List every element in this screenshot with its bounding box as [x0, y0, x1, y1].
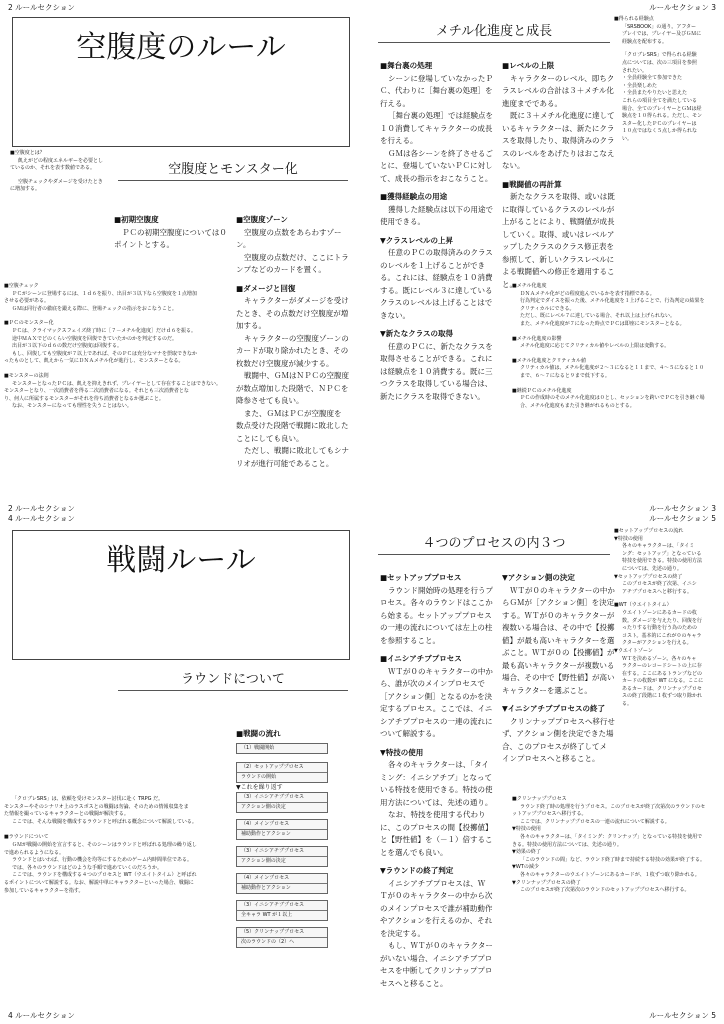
page2-header-right2: ルールセクション 5 [649, 514, 716, 523]
page2-right-margin: ■セットアッププロセスの流れ ▼特技の使用 各々のキャラクターは、「タイミ ング：セットアップ」となっている 特技を使用できる。特技の使用方法 については、先述の通り。 ▼セットアッププロセスの終了 このプロセスが終了次第、イニシ アチブプロセスへと移行する。 ■WT（ウエイトタイム） ウエイトゾーンにあるカードの枚 数。ダメージを与えたり、回復を行 ったりする行動を行う為のための コスト。基本的にこれが０のキャラ クターがアクションを行える。 ▼ウエイトゾーン ＷＴを決めるゾーン。各々のキャ ラクターのレコードシートの上に存 在する。ここにあるトランプなどの カードの枚数が WT になる。ここに あるカードは、クリンナッププロセ スの終了段階に１枚ずつ取り除かれ る。 [614, 528, 704, 708]
page2-sub-title: ラウンドについて [118, 668, 348, 691]
page2-right-title: ４つのプロセスの内３つ [378, 532, 610, 555]
page1-title-box [12, 17, 350, 147]
page2-right-small: ■クリンナッププロセス ラウンド終了時の処理を行うプロセス。このプロセスが終了次第次のラウンドのセ ットアッププロセスへ移行する。 ここでは、クリンナッププロセスの一連の流れについて解説する。 ▼特技の使用 各々のキャラクターは、「タイミング：クリンナップ」となっている特技を使用で きる。特技の使用方法については、先述の通り。 ▼効果の終了 「このラウンドの間」など、ラウンド終了時まで持続する特技の効果が終了する。 ▼WTの減少 各々のキャラクターのウエイトゾーンにあるカードが、１枚ずつ取り除かれる。 ▼クリンナッププロセスの終了 このプロセスが終了次第次のラウンドのセットアッププロセスへ移行する。 [512, 796, 706, 894]
page1-sub-title: 空腹度とモンスター化 [118, 158, 348, 181]
flow-step-6: （4）メインプロセス 補助動作とアクション [236, 873, 328, 894]
page2-header-left2: 4 ルールセクション [8, 514, 75, 523]
page2-right-col2: ▼アクション側の決定 ＷＴが０のキャラクターの中か らＧＭが［アクション側］を決定 する。ＷＴが０のキャラクターが 複数いる場合は、その中で【投擲 値】が最も高いキャラクターを選 ぶこと。ＷＴが０の【投擲値】が 最も高いキャラクターが複数いる 場合、その中で【野性値】が高い キャラクターを選ぶこと。 ▼イニシアチブプロセスの終了 クリンナッププロセスへ移行せ ず、アクション側を決定できた場 合、このプロセスが終了してメ インプロセスへと移ること。 [502, 573, 615, 763]
repeat-note: ▼これを繰り返す [236, 783, 283, 791]
page2-right-col1: ■セットアッププロセス ラウンド開始時の処理を行うプ ロセス。各々のラウンドはここか ら始まる。セットアッププロセス の一連の流れについては左上の柱 を参照すること。 ■イニシアチブプロセス ＷＴが０のキャラクターの中か ら、誰が次のメインプロセスで ［アクション側］となるのかを決 定するプロセス。ここでは、イニ シアチブプロセスの一連の流れに ついて解説する。 ▼特技の使用 各々のキャラクターは、「タイ ミング：イニシアチブ」となって いる特技を使用できる。特技の使 用方法については、先述の通り。 なお、特技を使用する代わり に、このプロセスの間【投擲値】 と【野性値】を（－１）倍するこ とを選んでも良い。 ▼ラウンドの終了判定 イニシアチブプロセスは、Ｗ Ｔが０のキャラクターの中から次 のメインプロセスで誰が補助動作 やアクションを行えるのか、それ を決定する。 もし、ＷＴが０のキャラクター がいない場合、イニシアチブプロ セスを中断してクリンナッププロ セスへと移ること。 [380, 573, 493, 988]
flow-step-4: （4）メインプロセス 補助動作とアクション [236, 819, 328, 840]
page1-right-title: メチル化進度と成長 [378, 20, 610, 43]
page2-left-small: 「クロブレSRS」は、依頼を受けモンスター討伐に赴く TRPG だ。 モンスターやそのシナリオ上のラスボスとの戦闘は勿論、そのための情報収集をま た情報を撮っているキャラクターとの戦闘が解決する。 ここでは、そんな戦闘を構成するラウンドと呼ばれる概念について解説している。 ■ラウンドについて ＧＭが戦闘の開始を宣言すると、そのシーンはラウンドと呼ばれる処理の繰り返し で進められるようになる。 ラウンドとはいわば、行動の機会を均等にするためのゲーム内時間単位である。 では、各々のラウンドはどのような手順で進めていくのだろうか。 ここでは、ラウンドを構成する４つのプロセスと WT（ウエイトタイム）と呼ばれ るポイントについて解説する。なお、解説中単にキャラクターといった場合、戦闘に 参加しているキャラクターを指す。 [4, 796, 197, 894]
page2-header-left: 2 ルールセクション [8, 504, 75, 513]
page1-title: 空腹度のルール [76, 30, 286, 65]
page1-right-col1: ■舞台裏の処理 シーンに登場していなかったＰ Ｃ、代わりに［舞台裏の処理］を 行える。 ［舞台裏の処理］では経験点を １０消費してキャラクターの成長 を行える。 ＧＭは各シーンを終了させるご とに、登場していないＰＣに対し て、成長の指示をおこなうこと。 ■獲得経験点の用途 獲得した経験点は以下の用途で 使用できる。 ▼クラスレベルの上昇 任意のＰＣの取得済みのクラス のレベルを１上げることができ る。これには、経験点を１０消費 する。既にレベル３に達している クラスのレベルは上げることはで きない。 ▼新たなクラスの取得 任意のＰＣに、新たなクラスを 取得させることができる。これに は経験点を１０消費する。既に三 つクラスを取得している場合は、 新たにクラスを取得できない。 [380, 61, 493, 401]
battle-flow [236, 728, 328, 948]
page1-col2: ■空腹度ゾーン 空腹度の点数をあらわすゾー ン。 空腹度の点数だけ、ここにトラ ンプなどのカードを置く。 ■ダメージと回復 キャラクターがダメージを受け たとき、その点数だけ空腹度が増 加する。 キャラクターの空腹度ゾーンの カードが取り除かれたとき、その 枚数だけ空腹度が減少する。 戦闘中、ＧＭはＮＰＣの空腹度 が数点増加した段階で、ＮＰＣを 降参させても良い。 また、ＧＭはＰＣが空腹度を 数点受けた段階で戦闘に敗北した ことにしても良い。 ただし、戦闘に敗北してもシナ リオが進行可能であること。 [236, 215, 349, 468]
flow-step-2: （2）セットアッププロセス ラウンドの開始 [236, 762, 328, 783]
page1-header-left: 2 ルールセクション [8, 3, 75, 12]
page1-header-right: ルールセクション 3 [649, 3, 716, 12]
page2-title-box [12, 530, 350, 660]
page1-small-left: ■空腹チェック ＰＣがシーンに登場するには、１ｄ６を振り、出目が３以下なら空腹度を１点増加 させる必要がある。 ＧＭは同行者の徹底を鍛える際に、登場チェックの指示をおこなうこと。 ■ＰＣのモンスター化 ＰＣは、クライマックスフェイズ終了時に［７－メチル化進度］だけｄ６を振る。 途中ＭＡＸでどのくらい空腹度を回復できていたかのかを判定するのだ。 出目が３以下のｄ６の数だけ空腹度は回復する。 もし、回復しても空腹度が７以上であれば、そのＰＣは充分なマナを摂取できなか ったものとして、飢えから一気にＤＮＡメチル化が進行し、モンスターとなる。 ■モンスターの法則 モンスターとなったＰＣは、飢えを抑えきれず、プレイヤーとして存在することはできない。 モンスターとなり、一次消費者を得る二次消費者になる。それとも三次消費者とな り、何人に所属するモンスターがそれを待ち消費者となるか選ぶこと。 なお、モンスターになっても理性を失うことはない。 [4, 283, 222, 410]
flow-step-1: （1）戦闘開始 [236, 743, 328, 754]
page2-title: 戦闘ルール [106, 543, 256, 578]
flow-step-8: （5）クリンナッププロセス 次のラウンドの（2）へ [236, 927, 328, 948]
flow-step-3: （3）イニシアチブプロセス アクション側の決定 [236, 792, 328, 813]
flow-step-5: （3）イニシアチブプロセス アクション側の決定 [236, 846, 328, 867]
page2-header-right: ルールセクション 3 [649, 504, 716, 513]
page1-right-col2: ■レベルの上限 キャラクターのレベル、即ちク ラスレベルの合計は３＋メチル化 進度までである。 既に３＋メチル化進度に達して いるキャラクターは、新たにクラ スを取得したり、取得済みのクラ スのレベルをあげたりはおこなえ ない。 ■戦闘値の再計算 新たなクラスを取得、或いは既 に取得しているクラスのレベルが 上がることにより、戦闘値が成長 していく。取得、或いはレベルア ップしたクラスのクラス修正表を 参照して、新しいクラスレベルに よる戦闘値への修正を適用するこ と。 [502, 61, 615, 289]
page1-col1: ■初期空腹度 ＰＣの初期空腹度については０ ポイントとする。 [114, 215, 227, 249]
flow-step-7: （3）イニシアチブプロセス 全キャラ WT が１以上 [236, 900, 328, 921]
page1-right-small: ■メチル化進度 ＤＮＡメチル化がどの程度進んでいるかを表す指標である。 行為判定でダイスを振った後、メチル化進度を１上げることで、行為判定の結果を クリティカルにできる。 ただし、既にレベル７に達している場合、それ以上は上げられない。 また、メチル化進度が７になった時点でＰＣは即座にモンスターとなる。 ■メチル化進度の影響 メチル化進度に応じてクリティカル値やレベルの上限は変動する。 ■メチル化進度とクリティカル値 クリティカル値は、メチル化進度が２～３になると１１まで、４～５になると１０ まで、６～７になると９まで低下する。 ■継続ＰＣのメチル化進度 ＰＣの作成時のそのメチル化進度は０とし、セッションを跨いでＰＣを引き継ぐ場 合、メチル化進度もまた引き継がれるものとする。 [512, 283, 705, 409]
page2-footer-left: 4 ルールセクション [8, 1011, 75, 1020]
page1-left-notes: ■空腹度とは？ 飢えがどの程度エネルギーを必要とし ているのか、それを表す数値である。 空腹チェックやダメージを受けたとき に増加する。 [10, 150, 104, 193]
page1-right-margin: ■得られる経験点 「SRSBOOK」の通り。アフター プレイでは、プレイヤー及びＧＭに 経験点を配布する。 「クロブレSRS」で得られる経験 点については、次の三項目を参照 されたい。 ・全員経験全て参加できた ・全員楽しめた ・全員またやりたいと思えた これらの項目全てを満たしている 場合、全てのプレイヤーとＧＭは経 験点を１０得られる。ただし、モン スター化したＰＣのプレイヤーは １０点ではなく５点しか得られな い。 [614, 16, 703, 142]
flow-title: ■戦闘の流れ [236, 729, 281, 738]
page2-footer-right: ルールセクション 5 [649, 1011, 716, 1020]
